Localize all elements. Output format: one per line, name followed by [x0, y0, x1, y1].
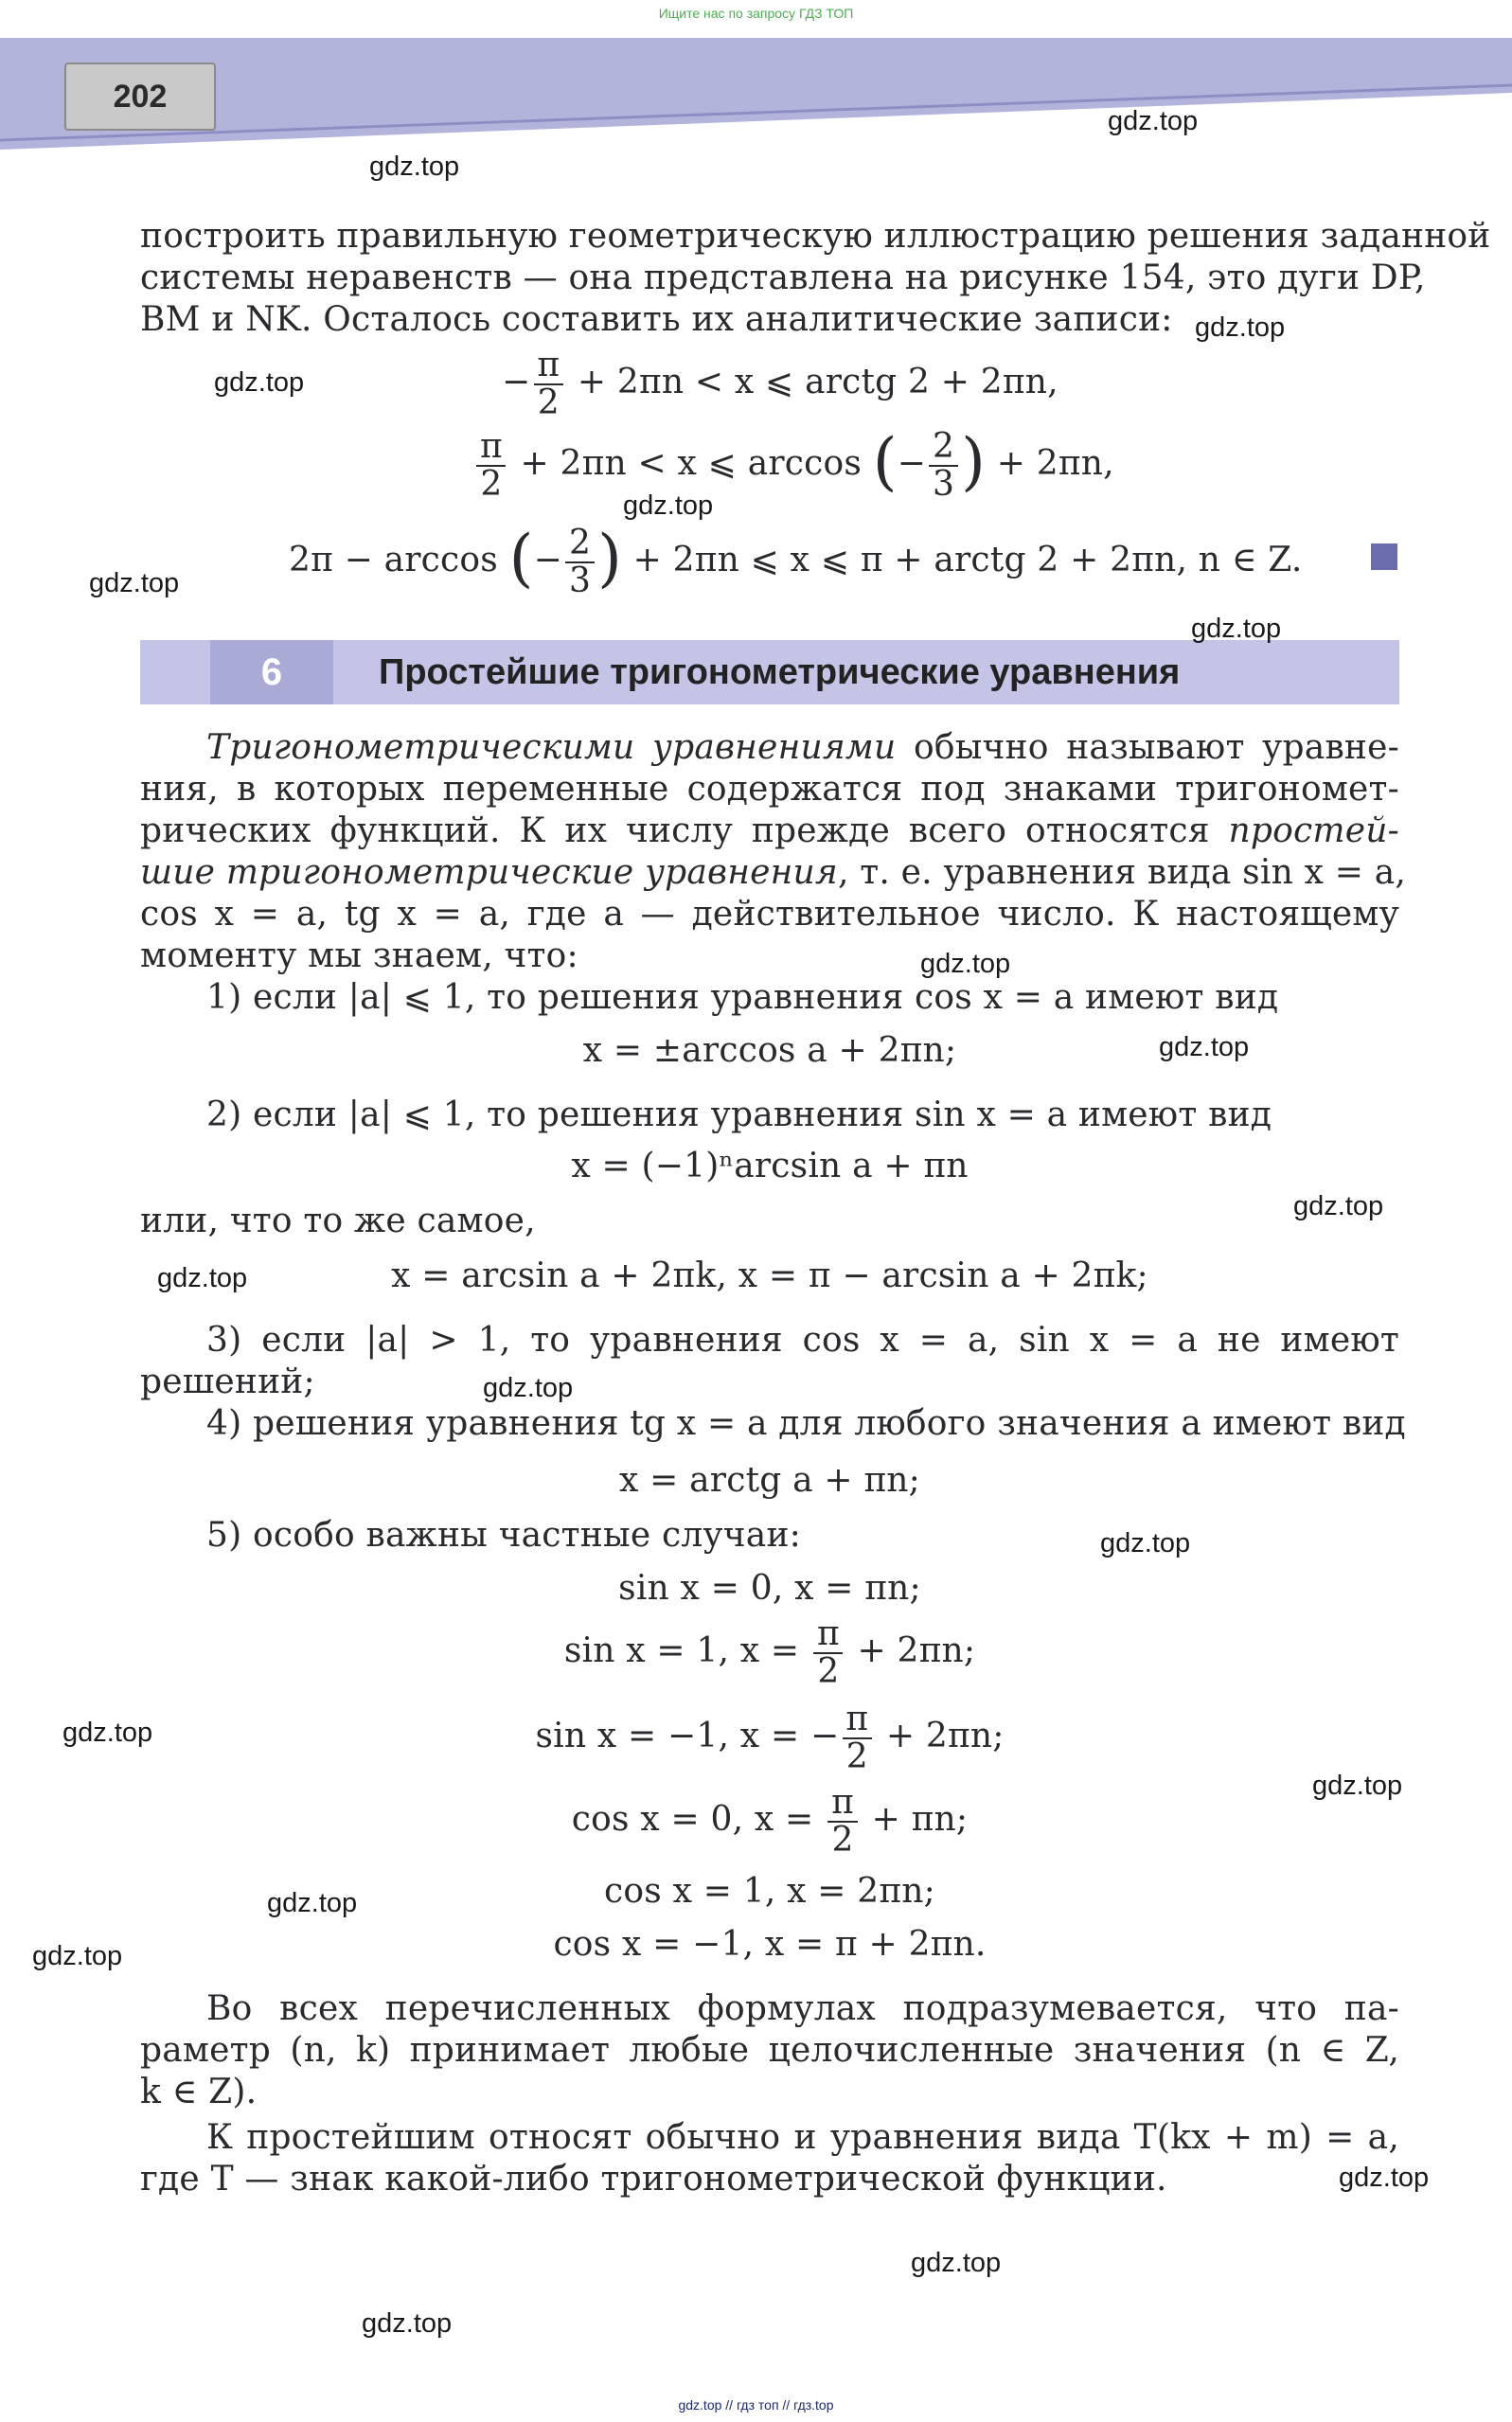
section-number-box: [210, 640, 333, 704]
para1-line-2: ния, в которых переменные содержатся под знаками тригономет-: [140, 770, 1399, 809]
left-paren: (: [508, 522, 534, 595]
item-2-or: или, что то же самое,: [140, 1202, 536, 1240]
fraction-numerator: π: [537, 346, 560, 384]
fraction-numerator: π: [831, 1783, 854, 1822]
header-band: [0, 38, 1512, 150]
para1-line-4: [140, 852, 1407, 894]
formula-1-sign: −: [502, 363, 531, 401]
page-number: 202: [113, 78, 168, 115]
bottom-note: gdz.top // гдз топ // гдз.top: [678, 2397, 834, 2413]
right-paren: ): [961, 425, 987, 498]
formula-2-middle: + 2πn < x ⩽ arccos: [520, 444, 863, 483]
fraction-numerator: π: [845, 1700, 869, 1738]
para3-line-1: К простейшим относят обычно и уравнения вида T(kx + m) = a,: [206, 2118, 1399, 2157]
watermark: gdz.top: [1293, 1191, 1384, 1221]
watermark: gdz.top: [89, 568, 180, 598]
watermark: gdz.top: [369, 151, 460, 182]
special-case-4: [140, 1780, 1399, 1860]
fraction-numerator: 2: [568, 524, 592, 562]
fraction-pi-over-2: [827, 1785, 858, 1859]
fraction-2-over-3: [929, 429, 958, 503]
para1-line-1-rest: обычно называют уравне-: [896, 728, 1399, 767]
para2-line-2: раметр (n, k) принимает любые целочисленные значения (n ∈ Z,: [140, 2031, 1399, 2070]
fraction-numerator: π: [480, 427, 503, 466]
item-1-formula: x = ±arccos a + 2πn;: [582, 1031, 957, 1070]
special-case-2: [140, 1612, 1399, 1691]
intro-line-1: построить правильную геометрическую иллюстрацию решения заданной: [140, 217, 1491, 256]
fraction-pi-over-2: [476, 429, 507, 503]
para2-line-1: Во всех перечисленных формулах подразумевается, что па-: [206, 1989, 1399, 2028]
item-2-formula: x = (−1)ⁿarcsin a + πn: [571, 1147, 969, 1185]
fraction-pi-over-2: [813, 1616, 844, 1690]
special-case-2-start: sin x = 1, x =: [563, 1631, 800, 1670]
watermark: gdz.top: [267, 1888, 358, 1918]
fraction-denominator: 2: [843, 1737, 872, 1775]
left-paren: (: [872, 425, 898, 498]
watermark: gdz.top: [1195, 312, 1286, 343]
item-2-formula-2: x = arcsin a + 2πk, x = π − arcsin a + 2πk;: [391, 1256, 1148, 1295]
right-paren: ): [597, 522, 623, 595]
watermark: gdz.top: [911, 2248, 1002, 2278]
para1-line-1: [206, 727, 1399, 769]
end-of-solution-square-icon: [1371, 543, 1397, 570]
para3-line-2: где T — знак какой-либо тригонометрической функции.: [140, 2160, 1167, 2199]
section-title: Простейшие тригонометрические уравнения: [379, 652, 1181, 692]
formula-3-start: 2π − arccos: [289, 541, 498, 579]
watermark: gdz.top: [483, 1373, 574, 1403]
fraction-denominator: 2: [534, 383, 563, 421]
page-number-tab: [64, 62, 216, 131]
fraction-numerator: 2: [933, 427, 955, 466]
item-4: 4) решения уравнения tg x = a для любого значения a имеют вид: [206, 1404, 1406, 1443]
special-case-4-rest: + πn;: [871, 1800, 969, 1839]
item-1: 1) если |a| ⩽ 1, то решения уравнения cos x = a имеют вид: [206, 978, 1279, 1017]
watermark: gdz.top: [214, 367, 305, 398]
fraction-numerator: π: [816, 1614, 840, 1653]
term-italic: простей-: [1228, 811, 1399, 850]
fraction-pi-over-2: [533, 347, 563, 421]
watermark: gdz.top: [1312, 1771, 1403, 1801]
para1-line-3: [140, 810, 1399, 852]
fraction-denominator: 2: [813, 1652, 843, 1690]
item-3-line-2: решений;: [140, 1362, 315, 1401]
special-case-3: [140, 1697, 1399, 1776]
para2-line-3: k ∈ Z).: [140, 2073, 258, 2111]
special-case-3-start: sin x = −1, x = −: [535, 1717, 840, 1755]
term-italic: Тригонометрическими уравнениями: [206, 728, 897, 767]
top-note: Ищите нас по запросу ГДЗ ТОП: [658, 6, 854, 21]
special-case-4-start: cos x = 0, x =: [571, 1800, 814, 1839]
watermark: gdz.top: [1339, 2163, 1430, 2193]
fraction-denominator: 3: [565, 561, 595, 599]
intro-line-2: системы неравенств — она представлена на рисунке 154, это дуги DP,: [140, 258, 1426, 297]
item-3-line-1: 3) если |a| > 1, то уравнения cos x = a, sin x = a не имеют: [206, 1321, 1399, 1360]
formula-1-rest: + 2πn < x ⩽ arctg 2 + 2πn,: [577, 363, 1058, 401]
item-4-formula: x = arctg a + πn;: [618, 1461, 921, 1500]
special-case-1: sin x = 0, x = πn;: [618, 1569, 921, 1608]
formula-3-rest: + 2πn ⩽ x ⩽ π + arctg 2 + 2πn, n ∈ Z.: [632, 541, 1303, 579]
formula-2-rest: + 2πn,: [996, 444, 1114, 483]
watermark: gdz.top: [32, 1941, 123, 1971]
watermark: gdz.top: [623, 490, 714, 521]
special-case-5: cos x = 1, x = 2πn;: [604, 1872, 935, 1911]
watermark: gdz.top: [1108, 106, 1199, 136]
formula-3: 2π − arccos (− $\frac{2}{3}$ ) + 2πn ⩽ x ⩽ π + arctg 2 + 2πn, n ∈ Z.: [289, 522, 1303, 600]
fraction-pi-over-2: [842, 1701, 872, 1775]
formula-2: $\frac{\pi}{2}$ + 2πn < x ⩽ arccos (− $\frac{2}{3}$ ) + 2πn,: [473, 424, 1114, 504]
fraction-denominator: 2: [476, 465, 506, 503]
watermark: gdz.top: [62, 1718, 153, 1748]
watermark: gdz.top: [1159, 1032, 1250, 1062]
section-number: 6: [260, 650, 283, 693]
watermark: gdz.top: [1191, 614, 1282, 644]
special-case-3-rest: + 2πn;: [885, 1717, 1005, 1755]
formula-1: [502, 343, 1058, 422]
para1-line-5: cos x = a, tg x = a, где a — действительное число. К настоящему: [140, 895, 1399, 934]
watermark: gdz.top: [362, 2308, 453, 2339]
item-5: 5) особо важны частные случаи:: [206, 1516, 801, 1555]
special-case-2-rest: + 2πn;: [857, 1631, 976, 1670]
item-2: 2) если |a| ⩽ 1, то решения уравнения sin x = a имеют вид: [206, 1095, 1272, 1134]
para1-line-4-rest: , т. е. уравнения вида sin x = a,: [837, 853, 1407, 892]
watermark: gdz.top: [920, 949, 1011, 979]
fraction-denominator: 3: [929, 465, 958, 503]
watermark: gdz.top: [157, 1263, 248, 1293]
fraction-2-over-3: [565, 525, 595, 599]
watermark: gdz.top: [1100, 1528, 1191, 1558]
term-italic: шие тригонометрические уравнения: [140, 853, 838, 892]
para1-line-6: моменту мы знаем, что:: [140, 936, 578, 975]
fraction-denominator: 2: [827, 1821, 857, 1859]
special-case-6: cos x = −1, x = π + 2πn.: [553, 1925, 987, 1964]
para1-line-3-text: рических функций. К их числу прежде всего относятся: [140, 811, 1229, 850]
intro-line-3: BM и NK. Осталось составить их аналитические записи:: [140, 300, 1173, 339]
